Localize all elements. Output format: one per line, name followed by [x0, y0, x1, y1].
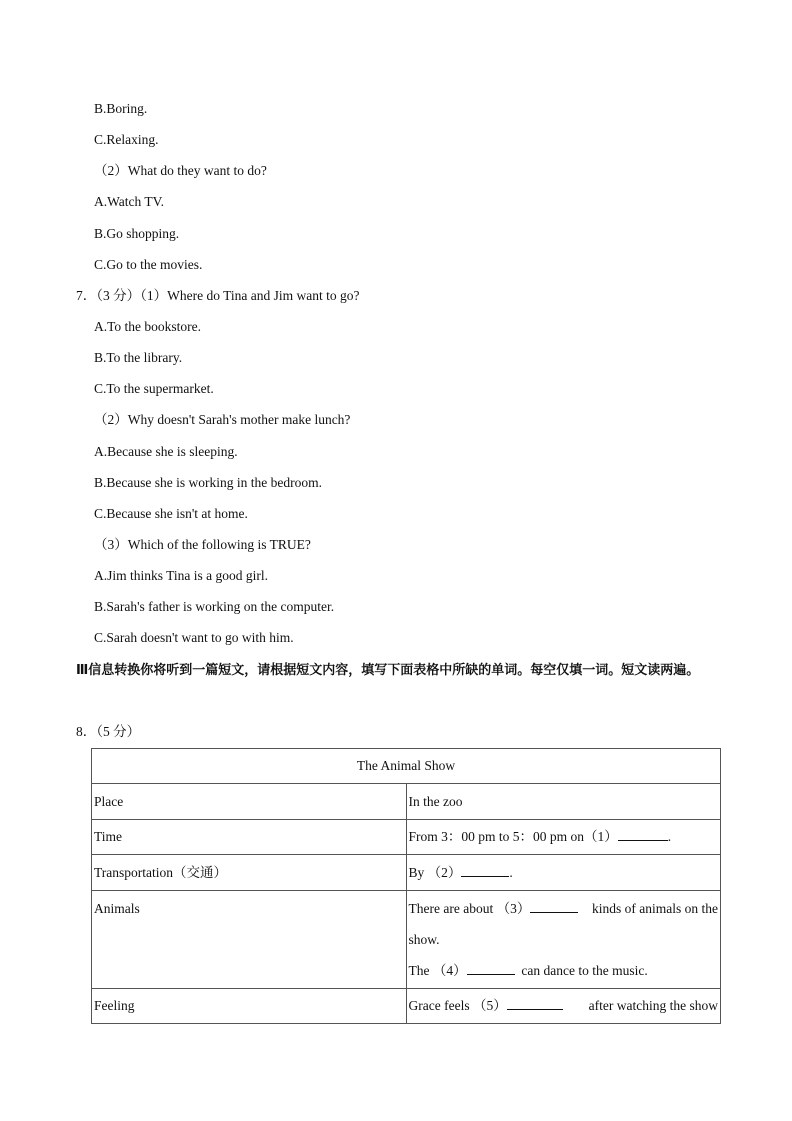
animals-value	[406, 891, 721, 989]
q6-part1-option-c: C.Relaxing.	[94, 132, 159, 147]
transportation-value-text: By （2）	[408, 864, 462, 880]
animals-line3-end: can dance to the music.	[521, 963, 648, 978]
q7-part3-option-c: C.Sarah doesn't want to go with him.	[94, 630, 294, 645]
table-title: The Animal Show	[92, 749, 721, 784]
table-row-transportation	[92, 855, 721, 891]
feeling-value-end: after watching the show	[588, 998, 718, 1013]
animals-line-2: show.	[408, 932, 440, 947]
feeling-label: Feeling	[92, 989, 407, 1024]
table-row-place	[92, 784, 721, 820]
q8-header: 8．（5 分）	[76, 724, 141, 739]
table-row-feeling	[92, 989, 721, 1024]
q6-part2-option-c: C.Go to the movies.	[94, 257, 203, 272]
place-value: In the zoo	[406, 784, 721, 820]
q7-part2-question: （2）Why doesn't Sarah's mother make lunch?	[94, 412, 351, 427]
animals-line1-text: There are about （3）	[408, 901, 531, 916]
q7-part2-option-b: B.Because she is working in the bedroom.	[94, 475, 322, 490]
time-value-end: .	[667, 829, 672, 844]
q6-part1-option-b: B.Boring.	[94, 101, 148, 116]
animals-line-3	[409, 955, 719, 986]
time-value-text: From 3：00 pm to 5：00 pm on（1）	[408, 829, 618, 844]
q7-part2-option-c: C.Because she isn't at home.	[94, 506, 248, 521]
q7-part1-option-a: A.To the bookstore.	[94, 319, 202, 334]
q7-part3-question: （3）Which of the following is TRUE?	[94, 537, 311, 552]
blank-2[interactable]	[461, 864, 509, 877]
transportation-label: Transportation（交通）	[92, 855, 407, 891]
animals-line1-end: kinds of animals on the	[592, 901, 718, 916]
place-label: Place	[92, 784, 407, 820]
q7-header: 7．（3 分）（1）Where do Tina and Jim want to go?	[76, 288, 360, 303]
animals-label: Animals	[92, 891, 407, 989]
q6-part2-option-b: B.Go shopping.	[94, 226, 180, 241]
table-row-time	[92, 820, 721, 855]
time-label: Time	[92, 820, 407, 855]
feeling-value	[406, 989, 721, 1024]
animals-line3-text: The （4）	[408, 963, 467, 978]
animals-line-1	[409, 893, 719, 924]
blank-3[interactable]	[530, 900, 578, 913]
q7-part1-option-b: B.To the library.	[94, 350, 183, 365]
q7-part2-option-a: A.Because she is sleeping.	[94, 444, 238, 459]
q7-part1-option-c: C.To the supermarket.	[94, 381, 214, 396]
table-title-row	[92, 749, 721, 784]
blank-1[interactable]	[618, 828, 668, 841]
q7-part3-option-a: A.Jim thinks Tina is a good girl.	[94, 568, 269, 583]
blank-5[interactable]	[507, 997, 563, 1010]
section3-instruction: Ⅲ信息转换你将听到一篇短文，请根据短文内容，填写下面表格中所缺的单词。每空仅填一词。短文读两遍。	[76, 663, 700, 678]
transportation-value	[406, 855, 721, 891]
blank-4[interactable]	[467, 962, 515, 975]
animal-show-table	[91, 748, 721, 1024]
q6-part2-question: （2）What do they want to do?	[94, 163, 267, 178]
time-value	[406, 820, 721, 855]
q7-part3-option-b: B.Sarah's father is working on the computer.	[94, 599, 335, 614]
transportation-value-end: .	[509, 864, 513, 880]
table-row-animals	[92, 891, 721, 989]
feeling-value-text: Grace feels （5）	[408, 998, 507, 1013]
q6-part2-option-a: A.Watch TV.	[94, 194, 165, 209]
